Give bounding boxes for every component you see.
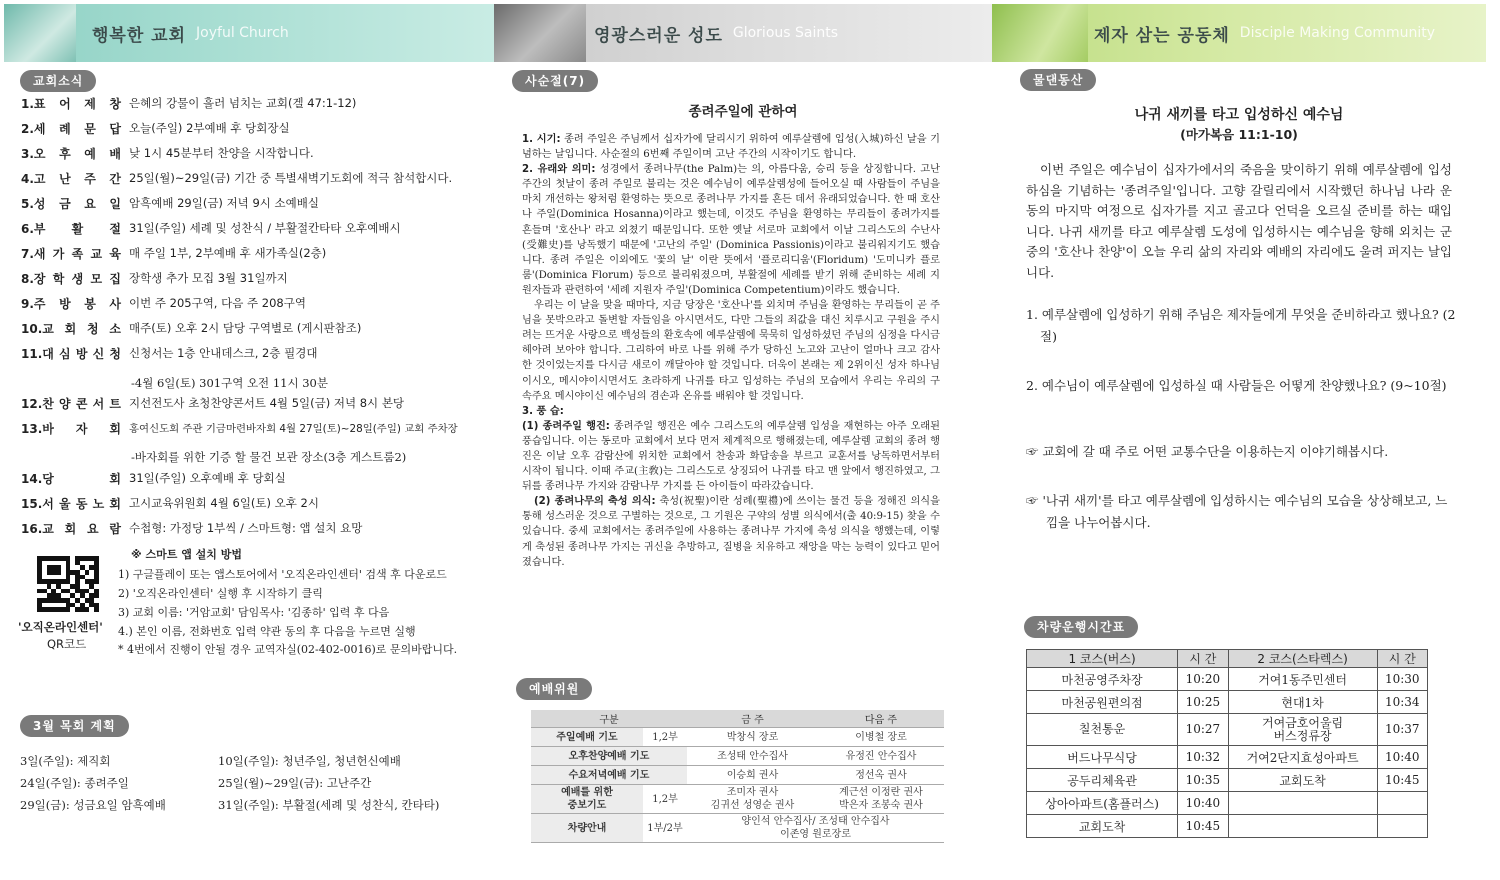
table-cell: 이승희 권사 <box>687 766 818 785</box>
notice-item <box>21 245 491 270</box>
study-title: 나귀 새끼를 타고 입성하신 예수님 <box>1134 107 1344 123</box>
notice-label: 12.찬 양 콘 서 트 <box>21 397 121 411</box>
para-heading: 1. 시기: <box>522 134 561 145</box>
table-cell: 상아아파트(홈플러스) <box>1027 792 1178 815</box>
table-cell: 조성태 안수집사 <box>687 747 818 766</box>
table-cell: 거여금호어울림 버스정류장 <box>1228 714 1377 746</box>
article-paragraph: 축성(祝聖)이란 성례(聖禮)에 쓰이는 물건 등을 정해진 의식을 통해 성스러운 것으로 구별하는 것으로, 그 기원은 구약의 성별 의식에서(출 40:9-15) 찾을 수 있습니다. 중세 교회에서는 종려주일에 사용하는 종려나무 가지에 축성 의식을 행했는데, 이렇게 축성된 종려나무 가지는 귀신을 추방하고, 질병을 치유하고 재앙을 막는 능력이 있다고 믿어졌습니다. <box>522 496 940 568</box>
qr-label: '오직온라인센터' <box>18 620 103 634</box>
plan-item: 3일(주일): 제직회 <box>20 754 111 768</box>
notice-item <box>21 295 491 320</box>
notice-text: 이번 주 205구역, 다음 주 208구역 <box>129 296 306 310</box>
notice-label: 11.대 심 방 신 청 <box>21 347 121 361</box>
section-title-march-plan: 3월 목회 계획 <box>20 715 129 737</box>
notice-text: 신청서는 1층 안내데스크, 2층 필경대 <box>129 346 318 360</box>
notice-label: 1.표 어 제 창 <box>21 97 121 111</box>
para-heading: (1) 종려주일 행진: <box>522 420 610 432</box>
notice-label: 16.교 회 요 람 <box>21 522 121 536</box>
table-header: 시 간 <box>1178 650 1228 668</box>
table-cell: 10:45 <box>1178 815 1228 838</box>
table-row <box>1027 668 1428 691</box>
study-scripture: (마가복음 11:1-10) <box>1180 127 1298 142</box>
notice-label: 4.고 난 주 간 <box>21 172 121 186</box>
notice-text: 수첩형: 가정당 1부씩 / 스마트형: 앱 설치 요망 <box>129 521 363 535</box>
plan-item: 24일(주일): 종려주일 <box>20 776 129 790</box>
notice-item <box>21 270 491 295</box>
plan-item: 25일(월)~29일(금): 고난주간 <box>218 776 372 790</box>
notice-label: 14.당 회 <box>21 472 121 486</box>
table-cell: 10:34 <box>1377 691 1427 714</box>
section-title-watered-garden: 물댄동산 <box>1020 69 1096 91</box>
notice-label: 3.오 후 예 배 <box>21 147 121 161</box>
table-row <box>1027 815 1428 838</box>
table-cell <box>1228 815 1377 838</box>
banner-glorious-saints <box>494 4 992 62</box>
table-cell: 정선옥 권사 <box>818 766 944 785</box>
table-cell <box>1377 792 1427 815</box>
banner-disciple-community <box>992 4 1486 62</box>
notice-text: 지선전도사 초청찬양콘서트 4월 5일(금) 저녁 8시 본당 <box>129 396 405 410</box>
notice-13-continuation: -바자회를 위한 기증 할 물건 보관 장소(3층 게스트룸2) <box>131 450 407 464</box>
table-header: 1 코스(버스) <box>1027 650 1178 668</box>
notice-label: 9.주 방 봉 사 <box>21 297 121 311</box>
table-cell <box>1228 792 1377 815</box>
banner-joyful-church <box>4 4 494 62</box>
table-cell: 주일예배 기도 <box>531 728 643 747</box>
table-header: 시 간 <box>1377 650 1427 668</box>
notice-label: 7.새 가 족 교 육 <box>21 247 121 261</box>
study-question: 1. 예루살렘에 입성하기 위해 주님은 제자들에게 무엇을 준비하라고 했나요? (2절) <box>1026 307 1456 344</box>
study-question: 2. 예수님이 예루살렘에 입성하실 때 사람들은 어떻게 찬양했나요? (9~10절) <box>1026 378 1447 393</box>
article-paragraph: 종려 주일은 주님께서 십자가에 달리시기 위하여 예루살렘에 입성(入城)하신 날을 기념하는 날입니다. 사순절의 6번째 주일이며 고난 주간의 시작이기도 합니다. <box>522 134 940 161</box>
table-row <box>531 747 944 766</box>
banner-photo <box>4 4 76 62</box>
article-paragraph: 성경에서 종려나무(the Palm)는 의, 아름다움, 승리 등을 상징합니다. 고난 주간의 첫날이 종려 주일로 불리는 것은 예수님이 예루살렘성에 들어오실 때 사람들이 주님을 마치 개선하는 왕처럼 환영하는 뜻으로 종려나무 가지를 흔든 데서 유래되었습니다. 한 때 호산나 주일(Dominica Hosanna)이라고 했는데, 이것도 주님을 환영하는 무리들이 종려가지를 흔들며 '호산나' 라고 외쳤기 때문입니다. 또한 옛날 서로마 교회에서 이날 그리스도의 수난사(受難史)를 낭독했기 때문에 '고난의 주일' (Dominica Passionis)이라고 불리워지기도 했습니다. 종려 주일은 이외에도 '꽃의 날' 이란 뜻에서 '플로리디움'(Floridum) '도미니카 플로룸'(Dominica Florum) 등으로 불리워졌으며, 부활절에 세례를 받기 위해 준비하는 세례 지원자들과 관련하여 '세례 지원자 주일'(Dominica Competentium)이라도 했습니다. <box>522 164 940 296</box>
notice-label: 8.장 학 생 모 집 <box>21 272 121 286</box>
notice-item <box>21 395 491 420</box>
table-cell: 10:35 <box>1178 769 1228 792</box>
banner-title: 제자 삼는 공동체 <box>1094 25 1230 46</box>
table-cell: 계근선 이정란 권사 박은자 조봉숙 권사 <box>818 785 944 814</box>
notice-text: 오늘(주일) 2부예배 후 당회장실 <box>129 121 290 135</box>
article-body <box>522 132 940 570</box>
notice-label: 5.성 금 요 일 <box>21 197 121 211</box>
table-cell: 10:45 <box>1377 769 1427 792</box>
table-cell <box>1377 815 1427 838</box>
app-step-note: * 4번에서 진행이 안될 경우 교역자실(02-402-0016)로 문의바랍니다. <box>118 643 458 656</box>
table-row <box>531 814 944 843</box>
table-cell: 10:27 <box>1178 714 1228 746</box>
notice-item <box>21 95 491 120</box>
plan-item: 31일(주일): 부활절(세례 및 성찬식, 칸타타) <box>218 798 440 812</box>
table-row <box>1027 792 1428 815</box>
table-row <box>531 766 944 785</box>
section-title-lent: 사순절(7) <box>512 70 598 92</box>
table-row <box>531 728 944 747</box>
section-title-bus-schedule: 차량운행시간표 <box>1024 616 1138 638</box>
table-cell: 교회도착 <box>1027 815 1178 838</box>
notice-label: 2.세 례 문 답 <box>21 122 121 136</box>
section-title-service-committee: 예배위원 <box>516 678 592 700</box>
service-committee-table <box>531 710 944 843</box>
table-header: 금 주 <box>687 710 818 728</box>
notice-item <box>21 220 491 245</box>
table-cell: 유정진 안수집사 <box>818 747 944 766</box>
banner-title: 행복한 교회 <box>92 25 187 46</box>
para-heading: 3. 풍 습: <box>522 405 564 417</box>
banner-photo <box>992 4 1088 62</box>
notice-text: 31일(주일) 세례 및 성찬식 / 부활절칸타타 오후예배시 <box>129 221 401 235</box>
notice-text: 25일(월)~29일(금) 기간 중 특별새벽기도회에 적극 참석합시다. <box>129 171 453 185</box>
article-title: 종려주일에 관하여 <box>688 104 798 120</box>
table-header-row <box>1027 650 1428 668</box>
para-heading: 2. 유래와 의미: <box>522 164 596 176</box>
table-cell: 예배를 위한 중보기도 <box>531 785 643 814</box>
notice-item <box>21 520 491 545</box>
table-header: 구분 <box>531 710 687 728</box>
table-cell: 10:32 <box>1178 746 1228 769</box>
app-step: 4.) 본인 이름, 전화번호 입력 약관 동의 후 다음을 누르면 실행 <box>118 625 416 638</box>
notice-label: 13.바 자 회 <box>21 422 121 436</box>
table-cell: 거여2단지효성아파트 <box>1228 746 1377 769</box>
table-row <box>1027 714 1428 746</box>
table-cell: 마천공영주차장 <box>1027 668 1178 691</box>
notice-text: 장학생 추가 모집 3월 31일까지 <box>129 271 288 285</box>
discussion-prompt: ☞ 교회에 갈 때 주로 어떤 교통수단을 이용하는지 이야기해봅시다. <box>1026 444 1389 459</box>
table-cell: 조미자 권사 김귀선 성영순 권사 <box>687 785 818 814</box>
article-paragraph: 우리는 이 날을 맞을 때마다, 지금 당장은 '호산나'를 외치며 주님을 환영하는 무리들이 곧 주님을 못박으라고 돌변할 자들임을 아시면서도, 다만 그들의 죄값을 대신 치루시고 구원을 주시려는 뜨거운 사랑으로 백성들의 환호속에 예루살렘에 묵묵히 입성하셨던 주님의 심정을 다시금 헤아려 보아야 합니다. 그리하여 바로 나를 위해 주가 당하신 노고와 고난이 얼마나 크고 감사한 것이었는지를 다시금 새로이 깨달아야 할 것입니다. 더욱이 본래는 제 2위이신 성자 하나님이시오, 메시야이시면서도 초라하게 나귀를 타고 입성하는 주님의 모습에서 우리는 우리의 구속주요 메시야이신 예수님의 겸손과 온유를 배워야 할 것입니다. <box>522 300 940 402</box>
table-row <box>1027 746 1428 769</box>
qr-label-sub: QR코드 <box>47 637 87 651</box>
table-cell: 차량안내 <box>531 814 643 843</box>
notice-text: 고시교육위원회 4월 6일(토) 오후 2시 <box>129 496 319 510</box>
para-heading: (2) 종려나무의 축성 의식: <box>534 496 656 508</box>
notice-text: 암흑예배 29일(금) 저녁 9시 소예배실 <box>129 196 319 210</box>
notice-item <box>21 170 491 195</box>
notice-label: 10.교 회 청 소 <box>21 322 121 336</box>
table-cell: 거여1동주민센터 <box>1228 668 1377 691</box>
table-cell: 박창식 장로 <box>687 728 818 747</box>
table-cell: 이병철 장로 <box>818 728 944 747</box>
notice-text: 낮 1시 45분부터 찬양을 시작합니다. <box>129 146 314 160</box>
study-intro: 이번 주일은 예수님이 십자가에서의 죽음을 맞이하기 위해 예루살렘에 입성하심을 기념하는 '종려주일'입니다. 고향 갈릴리에서 시작했던 하나님 나라 운동의 마지막 여정으로 십자가를 지고 골고다 언덕을 오르실 준비를 하는 때입니다. 나귀 새끼를 타고 예루살렘 도성에 입성하시는 예수님을 향해 외치는 군중의 '호산나 찬양'이 오늘 우리 삶의 자리와 예배의 자리에도 울려 퍼지는 날입니다. <box>1026 162 1452 280</box>
notice-item <box>21 145 491 170</box>
table-cell: 버드나무식당 <box>1027 746 1178 769</box>
table-cell: 수요저녁예배 기도 <box>531 766 687 785</box>
notice-item <box>21 320 491 345</box>
table-cell: 마천공원편의점 <box>1027 691 1178 714</box>
table-header-row <box>531 710 944 728</box>
table-cell: 1부/2부 <box>643 814 687 843</box>
app-step: 1) 구글플레이 또는 앱스토어에서 '오직온라인센터' 검색 후 다운로드 <box>118 568 447 581</box>
table-row <box>1027 769 1428 792</box>
table-cell: 10:40 <box>1377 746 1427 769</box>
table-row <box>531 785 944 814</box>
discussion-prompt: ☞ '나귀 새끼'를 타고 예루살렘에 입성하시는 예수님의 모습을 상상해보고, 느낌을 나누어봅시다. <box>1026 493 1448 530</box>
notice-text: 홍여신도회 주관 기금마련바자회 4월 27일(토)~28일(주일) 교회 주차장 <box>129 423 458 435</box>
banner-subtitle: Disciple Making Community <box>1239 25 1436 41</box>
table-header: 2 코스(스타렉스) <box>1228 650 1377 668</box>
notice-item <box>21 420 491 445</box>
section-title-church-news: 교회소식 <box>20 70 96 92</box>
table-cell: 양인석 안수집사/ 조성태 안수집사 이존영 원로장로 <box>687 814 944 843</box>
table-header: 다음 주 <box>818 710 944 728</box>
plan-item: 29일(금): 성금요일 암흑예배 <box>20 798 166 812</box>
plan-item: 10일(주일): 청년주일, 청년헌신예배 <box>218 754 401 768</box>
notice-text: 매 주일 1부, 2부예배 후 새가족실(2층) <box>129 246 327 260</box>
article-paragraph: 종려주일 행진은 예수 그리스도의 예루살렘 입성을 재현하는 아주 오래된 풍습입니다. 이는 동로마 교회에서 보다 먼저 체계적으로 행해졌는데, 예루살렘 교회의 종려 행진은 이날 오후 감람산에 위치한 교회에서 찬송과 화답송을 부르고 교훈서를 낭독하면서부터 시작이 됩니다. 이때 주교(主敎)는 그리스도로 상징되어 나귀를 타고 맨 앞에서 행진하였고, 그 뒤를 종려나무 가지와 감람나무 가지를 든 아이들이 따라갔습니다. <box>522 420 940 493</box>
notice-text: 은혜의 강물이 흘러 넘치는 교회(겔 47:1-12) <box>129 96 357 110</box>
table-row <box>1027 691 1428 714</box>
notice-text: 31일(주일) 오후예배 후 당회실 <box>129 471 286 485</box>
table-cell: 10:25 <box>1178 691 1228 714</box>
table-cell: 교회도착 <box>1228 769 1377 792</box>
notice-label: 15.서 울 동 노 회 <box>21 497 121 511</box>
notice-11-continuation: -4월 6일(토) 301구역 오전 11시 30분 <box>131 376 328 390</box>
banner-photo <box>494 4 586 62</box>
banner-subtitle: Glorious Saints <box>732 25 839 41</box>
table-cell: 오후찬양예배 기도 <box>531 747 687 766</box>
table-cell: 1,2부 <box>643 728 687 747</box>
banner-title: 영광스러운 성도 <box>594 25 723 46</box>
app-install-title: ※ 스마트 앱 설치 방법 <box>131 548 243 561</box>
table-cell: 10:40 <box>1178 792 1228 815</box>
table-cell: 공두리체육관 <box>1027 769 1178 792</box>
table-cell: 1,2부 <box>643 785 687 814</box>
notice-label: 6.부 활 절 <box>21 222 121 236</box>
app-step: 3) 교회 이름: '거암교회' 담임목사: '김종하' 입력 후 다음 <box>118 606 390 619</box>
table-cell: 10:30 <box>1377 668 1427 691</box>
notice-item <box>21 470 491 495</box>
table-cell: 칠천통운 <box>1027 714 1178 746</box>
table-cell: 10:20 <box>1178 668 1228 691</box>
notice-item <box>21 195 491 220</box>
notice-item <box>21 120 491 145</box>
qr-code <box>37 556 99 612</box>
banner-subtitle: Joyful Church <box>196 25 289 41</box>
bus-schedule-table <box>1026 649 1428 838</box>
notice-item <box>21 495 491 520</box>
notice-item <box>21 345 491 370</box>
table-cell: 10:37 <box>1377 714 1427 746</box>
table-cell: 현대1차 <box>1228 691 1377 714</box>
app-step: 2) '오직온라인센터' 실행 후 시작하기 클릭 <box>118 587 323 600</box>
notice-text: 매주(토) 오후 2시 담당 구역별로 (게시판참조) <box>129 321 362 335</box>
